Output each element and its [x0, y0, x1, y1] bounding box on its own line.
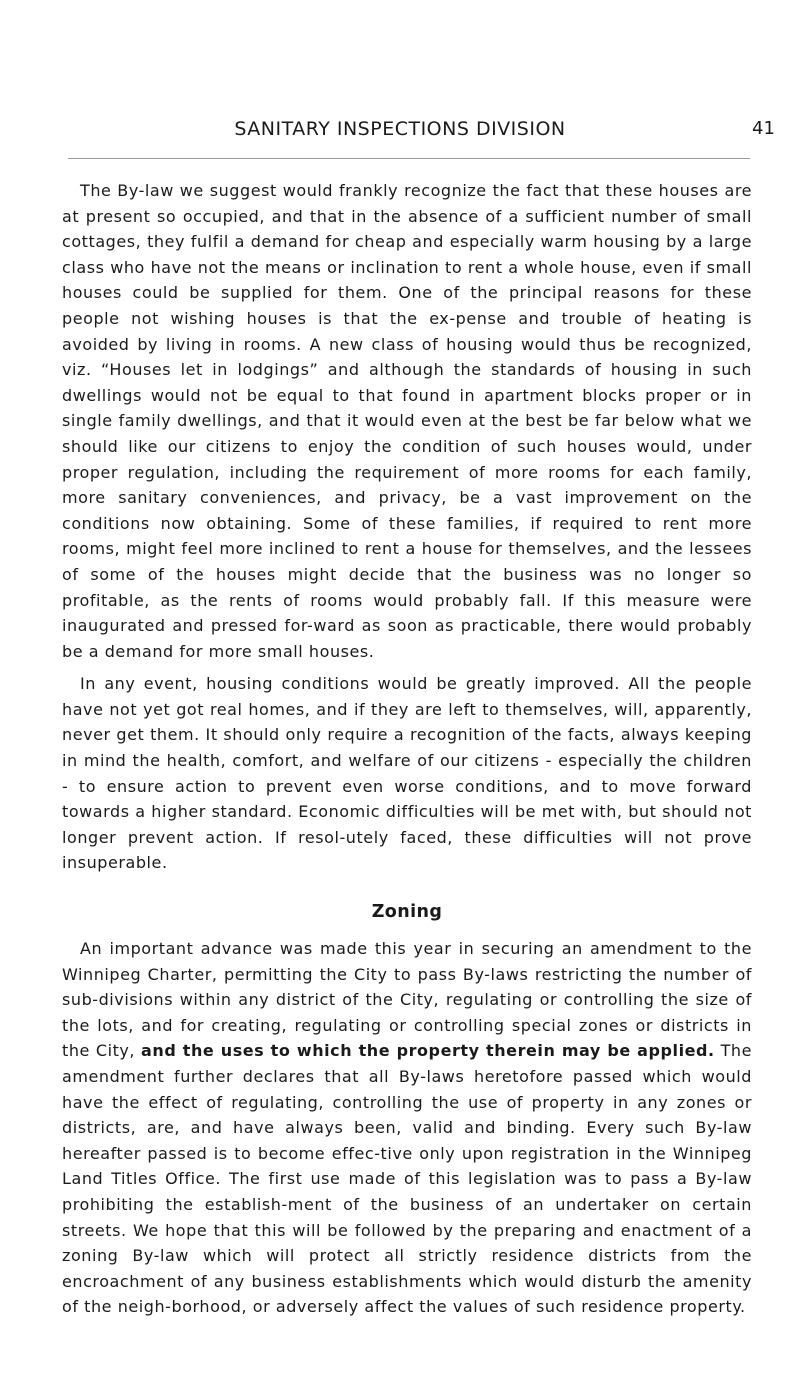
zoning-text-emphasis: and the uses to which the property therein may be applied. [141, 1041, 715, 1061]
header-rule [68, 158, 750, 159]
page-number: 41 [752, 118, 775, 139]
running-head: SANITARY INSPECTIONS DIVISION [234, 118, 566, 140]
zoning-text-part-2: The amendment further declares that all By-laws heretofore passed which would have the effect of regulating, controlling the use of property in any zones or districts, are, and have always been, valid and binding. Every such By-law hereafter passed is to become effec-tive only upon registration in the Winnipeg Land Titles Office. The first use made of this legislation was to pass a By-law prohibiting the establish-ment of the business of an undertaker on certain streets. We hope that this will be followed by the preparing and enactment of a zoning By-law which will protect all strictly residence districts from the encroachment of any business establishments which would disturb the amenity of the neigh-borhood, or adversely affect the values of such residence property. [62, 1041, 753, 1317]
paragraph-housing-conditions: In any event, housing conditions would be greatly improved. All the people have not yet got real homes, and if they are left to themselves, will, apparently, never get them. It should only require a recognition of the facts, always keeping in mind the health, comfort, and welfare of our citizens - especially the children - to ensure action to prevent even worse conditions, and to move forward towards a higher standard. Economic difficulties will be met with, but should not longer prevent action. If resol-utely faced, these difficulties will not prove insuperable. [62, 674, 752, 873]
paragraph-zoning [62, 936, 752, 1320]
zoning-text-part-1: An important advance was made this year in securing an amendment to the Winnipeg Charter, permitting the City to pass By-laws restricting the number of sub-divisions within any district of the City, regulating or controlling the size of the lots, and for creating, regulating or controlling special zones or districts in the City, [62, 939, 752, 1061]
body-text [62, 178, 752, 1320]
section-heading-zoning: Zoning [371, 902, 443, 923]
paragraph-bylaw-suggestion: The By-law we suggest would frankly recognize the fact that these houses are at present so occupied, and that in the absence of a sufficient number of small cottages, they fulfil a demand for cheap and especially warm housing by a large class who have not the means or inclination to rent a whole house, even if small houses could be supplied for them. One of the principal reasons for these people not wishing houses is that the ex-pense and trouble of heating is avoided by living in rooms. A new class of housing would thus be recognized, viz. “Houses let in lodgings” and although the standards of housing in such dwellings would not be equal to that found in apartment blocks proper or in single family dwellings, and that it would even at the best be far below what we should like our citizens to enjoy the condition of such houses would, under proper regulation, including the requirement of more rooms for each family, more sanitary conveniences, and privacy, be a vast improvement on the conditions now obtaining. Some of these families, if required to rent more rooms, might feel more inclined to rent a house for themselves, and the lessees of some of the houses might decide that the business was no longer so profitable, as the rents of rooms would probably fall. If this measure were inaugurated and pressed for-ward as soon as practicable, there would probably be a demand for more small houses. [62, 181, 752, 661]
